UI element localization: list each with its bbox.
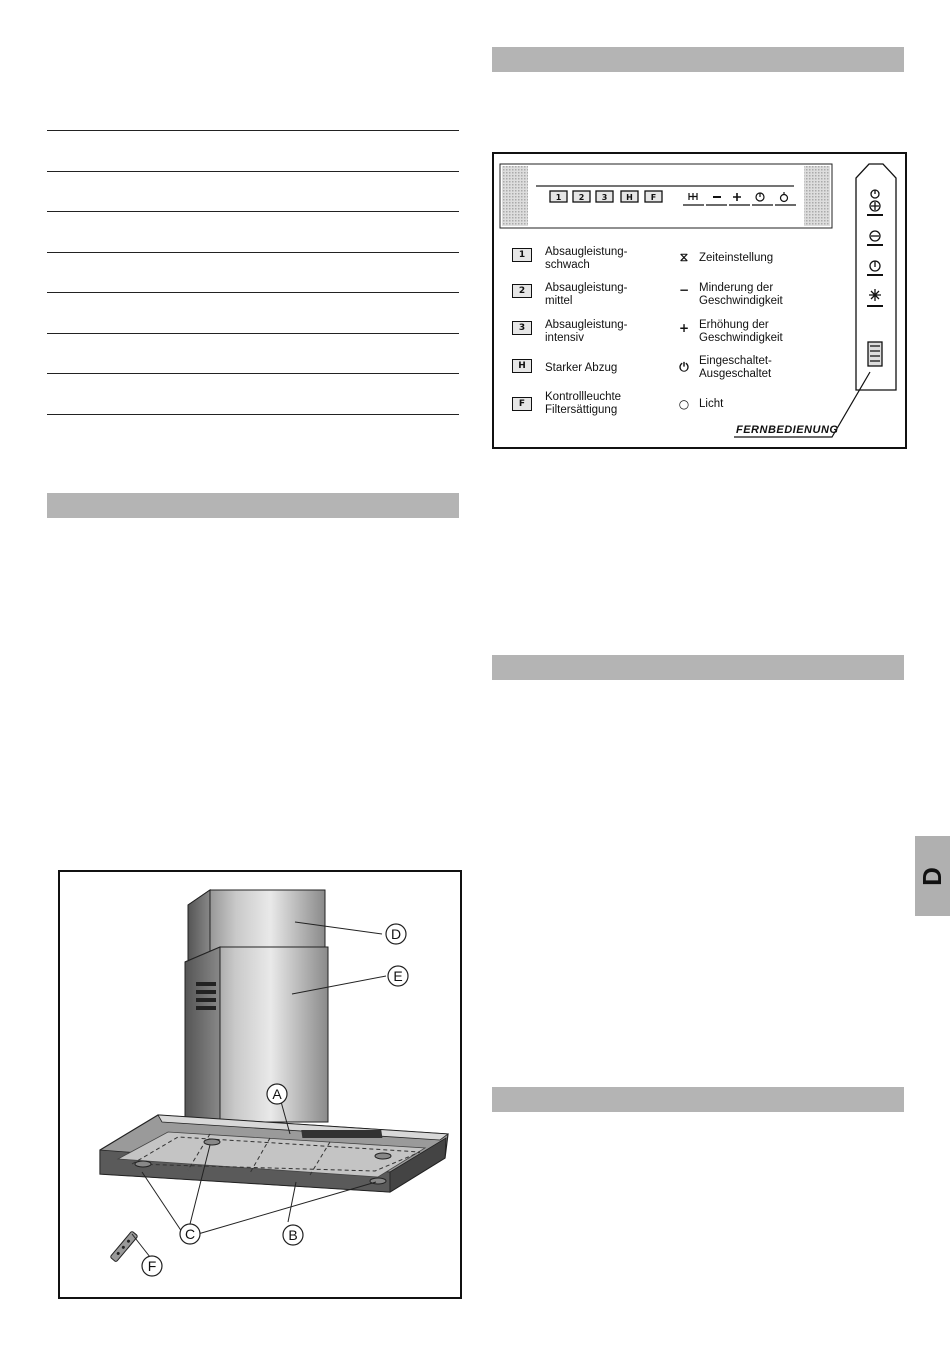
legend-power-line2: Ausgeschaltet <box>699 368 772 380</box>
remote-label: FERNBEDIENUNG <box>736 424 839 436</box>
svg-text:2: 2 <box>578 193 585 202</box>
timer-icon: ⧖ <box>679 250 689 264</box>
legend-plus-line1: Erhöhung der <box>699 319 769 331</box>
label-b: B <box>288 1227 298 1243</box>
speed-2-icon: 2 <box>512 284 532 298</box>
hood-diagram <box>58 870 462 1299</box>
svg-text:F: F <box>650 193 657 202</box>
svg-text:1: 1 <box>555 193 562 202</box>
light-icon: ○ <box>678 397 690 411</box>
legend-light <box>699 398 723 411</box>
intensive-icon: H <box>512 359 532 373</box>
hood-control-panel <box>301 1130 382 1138</box>
label-c: C <box>184 1226 196 1242</box>
legend-minus-line2: Geschwindigkeit <box>699 295 783 307</box>
section-header-bar-right-1 <box>492 47 904 72</box>
control-strip-left-grip <box>502 166 528 226</box>
legend-plus-line2: Geschwindigkeit <box>699 332 783 344</box>
section-header-bar-right-3 <box>492 1087 904 1112</box>
table-rule-4 <box>47 252 459 253</box>
label-f: F <box>147 1258 157 1274</box>
legend-speed-1-line1: Absaugleistung- <box>545 246 628 258</box>
table-rule-5 <box>47 292 459 293</box>
legend-plus <box>699 319 783 345</box>
filter-icon: F <box>512 397 532 411</box>
legend-speed-2 <box>545 282 627 308</box>
legend-light-line1: Licht <box>699 398 724 410</box>
table-rule-1 <box>47 130 459 131</box>
section-header-bar-right-2 <box>492 655 904 680</box>
legend-timer <box>699 252 773 265</box>
legend-intensive <box>545 362 617 375</box>
label-e: E <box>393 968 403 984</box>
minus-icon: − <box>678 283 690 297</box>
legend-power <box>699 355 772 381</box>
table-rule-2 <box>47 171 459 172</box>
legend-filter <box>545 391 621 417</box>
table-rule-7 <box>47 373 459 374</box>
legend-speed-1-line2: schwach <box>545 259 590 271</box>
language-tab-letter: D <box>917 866 947 886</box>
table-rule-3 <box>47 211 459 212</box>
legend-intensive-line1: Starker Abzug <box>545 362 618 374</box>
legend-speed-2-line2: mittel <box>545 295 573 307</box>
legend-speed-3 <box>545 319 627 345</box>
svg-text:H: H <box>626 193 633 202</box>
legend-minus <box>699 282 783 308</box>
section-header-bar-left <box>47 493 459 518</box>
control-strip-right-grip <box>804 166 830 226</box>
legend-speed-2-line1: Absaugleistung- <box>545 282 628 294</box>
table-rule-8 <box>47 414 459 415</box>
svg-text:3: 3 <box>601 193 608 202</box>
control-panel-figure <box>492 152 907 449</box>
legend-power-line1: Eingeschaltet- <box>699 355 772 367</box>
power-icon: ⏻ <box>679 360 689 374</box>
legend-speed-3-line2: intensiv <box>545 332 584 344</box>
legend-timer-line1: Zeiteinstellung <box>699 252 774 264</box>
legend-filter-line2: Filtersättigung <box>545 404 618 416</box>
plus-icon: + <box>678 321 690 335</box>
legend-speed-1 <box>545 246 627 272</box>
table-rule-6 <box>47 333 459 334</box>
legend-speed-3-line1: Absaugleistung- <box>545 319 628 331</box>
legend-minus-line1: Minderung der <box>699 282 774 294</box>
language-tab <box>915 836 950 916</box>
label-a: A <box>272 1086 282 1102</box>
speed-3-icon: 3 <box>512 321 532 335</box>
speed-1-icon: 1 <box>512 248 532 262</box>
legend-filter-line1: Kontrollleuchte <box>545 391 622 403</box>
label-d: D <box>390 926 402 942</box>
